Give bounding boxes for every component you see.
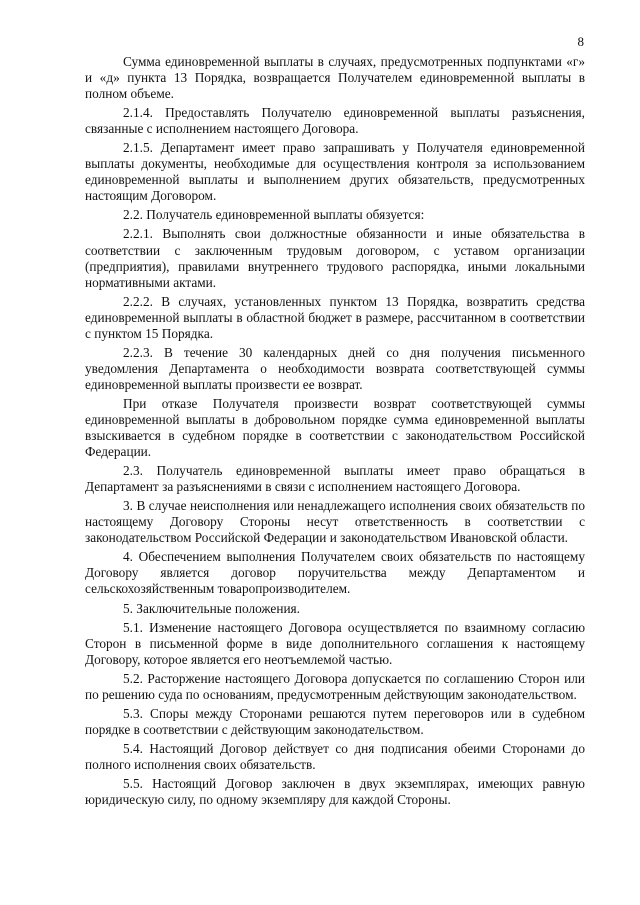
page-number: 8 [577,34,584,49]
document-body [85,54,585,808]
paragraph-2-3: 2.3. Получатель единовременной выплаты имеет право обращаться в Департамент за разъяснениями в связи с исполнением настоящего Договора. [85,463,585,495]
paragraph-2-2: 2.2. Получатель единовременной выплаты обязуется: [123,207,425,223]
paragraph-5-5: 5.5. Настоящий Договор заключен в двух экземплярах, имеющих равную юридическую силу, по одному экземпляру для каждой Стороны. [85,775,585,808]
paragraph-5-3: 5.3. Споры между Сторонами решаются путем переговоров или в судебном порядке в соответствии с действующим законодательством. [85,705,585,737]
paragraph-2-2-3: 2.2.3. В течение 30 календарных дней со дня получения письменного уведомления Департамента о необходимости возврата соответствующей суммы единовременной выплаты произвести ее возврат. [85,344,585,392]
paragraph-5-heading: 5. Заключительные положения. [123,600,301,616]
paragraph-3: 3. В случае неисполнения или ненадлежащего исполнения своих обязательств по настоящему Договору Стороны несут ответственность в соответствии с законодательством Российской Федерации и законодательством Ивановской области. [85,498,585,546]
paragraph-2-2-2: 2.2.2. В случаях, установленных пунктом 13 Порядка, возвратить средства единовременной выплаты в областной бюджет в размере, рассчитанном в соответствии с пунктом 15 Порядка. [85,293,585,341]
paragraph-refund-rule: Сумма единовременной выплаты в случаях, предусмотренных подпунктами «г» и «д» пункта 13 Порядка, возвращается Получателем единовременной выплаты в полном объеме. [85,54,585,102]
paragraph-5-4: 5.4. Настоящий Договор действует со дня подписания обеими Сторонами до полного исполнения своих обязательств. [85,740,585,772]
paragraph-2-1-4: 2.1.4. Предоставлять Получателю единовременной выплаты разъяснения, связанные с исполнением настоящего Договора. [85,105,585,137]
paragraph-2-2-1: 2.2.1. Выполнять свои должностные обязанности и иные обязательства в соответствии с заключенным трудовым договором, с уставом организации (предприятия), правилами внутреннего трудового распорядка, иными локальными нормативными актами. [85,226,585,290]
paragraph-4: 4. Обеспечением выполнения Получателем своих обязательств по настоящему Договору является договор поручительства между Департаментом и сельскохозяйственным товаропроизводителем. [85,549,585,597]
paragraph-5-2: 5.2. Расторжение настоящего Договора допускается по соглашению Сторон или по решению суда по основаниям, предусмотренным действующим законодательством. [85,670,585,702]
paragraph-2-1-5: 2.1.5. Департамент имеет право запрашивать у Получателя единовременной выплаты документы, необходимые для осуществления контроля за использованием единовременной выплаты и выполнением других обязательств, предусмотренных настоящим Договором. [85,140,585,204]
paragraph-5-1: 5.1. Изменение настоящего Договора осуществляется по взаимному согласию Сторон в письменной форме в виде дополнительного соглашения к настоящему Договору, которое является его неотъемлемой частью. [85,619,585,667]
paragraph-refusal: При отказе Получателя произвести возврат соответствующей суммы единовременной выплаты в добровольном порядке сумма единовременной выплаты взыскивается в судебном порядке в соответствии с законодательством Российской Федерации. [85,395,585,460]
